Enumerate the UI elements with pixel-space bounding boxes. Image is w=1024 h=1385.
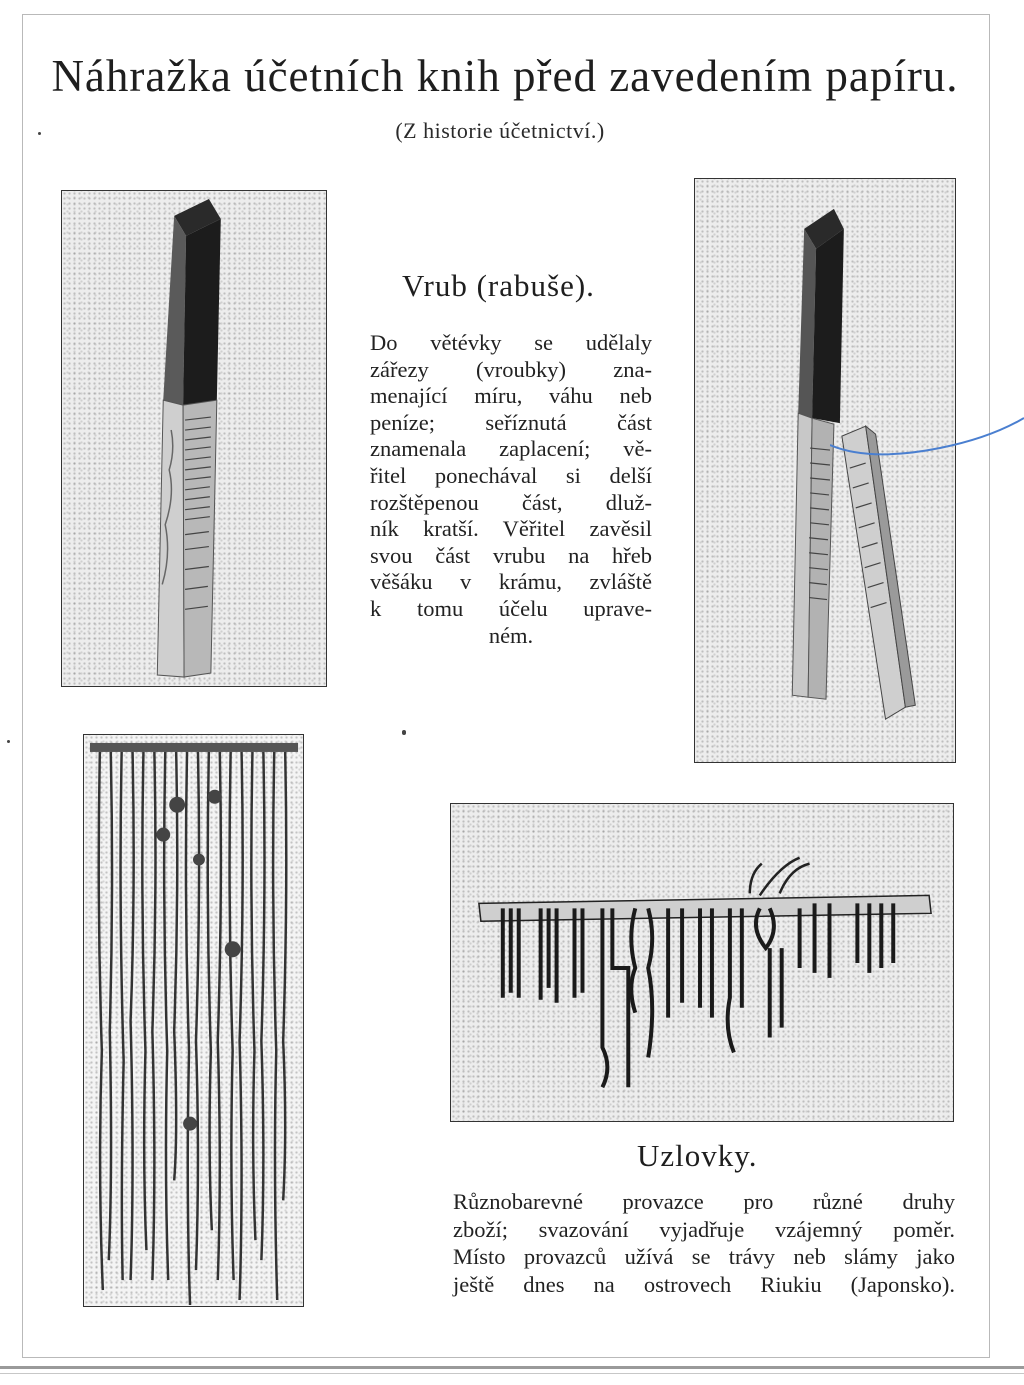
- vrub-line: Do větévky se udělaly: [370, 330, 652, 355]
- uzlovky-line: Místo provazců užívá se trávy neb slámy jako: [453, 1244, 955, 1270]
- tally-stick-photo: [61, 190, 327, 687]
- knotted-cords-illustration: [451, 804, 953, 1121]
- uzlovky-line: Různobarevné provazce pro různé druhy: [453, 1189, 955, 1214]
- vrub-line: rozštěpenou část, dluž-: [370, 489, 652, 515]
- vrub-description: [370, 330, 652, 649]
- split-tally-stick-photo: [694, 178, 956, 763]
- vrub-line: ník kratší. Věřitel zavěsil: [370, 516, 652, 542]
- vrub-line: menající míru, váhu neb: [370, 383, 652, 409]
- vrub-line: věšáku v krámu, zvláště: [370, 569, 652, 595]
- page-subtitle: (Z historie účetnictví.): [395, 118, 605, 143]
- page-title: Náhražka účetních knih před zavedením papíru.: [51, 51, 959, 101]
- vrub-line: řitel ponechával si delší: [370, 462, 652, 488]
- stray-dot: [7, 740, 10, 743]
- bottom-rule-thin: [0, 1373, 1024, 1374]
- stray-dot: [402, 730, 406, 735]
- vrub-line: k tomu účelu uprave-: [370, 595, 652, 621]
- quipu-cords-drawing: [83, 734, 304, 1307]
- vrub-line: svou část vrubu na hřeb: [370, 542, 652, 568]
- vrub-line: zářezy (vroubky) zna-: [370, 356, 652, 382]
- uzlovky-heading: Uzlovky.: [637, 1138, 758, 1173]
- vrub-line: peníze; seříznutá část: [370, 409, 652, 435]
- quipu-illustration: [84, 735, 303, 1306]
- blue-pen-mark: [830, 410, 1024, 470]
- uzlovky-line: zboží; svazování vyjadřuje vzájemný poměr.: [453, 1216, 955, 1242]
- vrub-line: znamenala zaplacení; vě-: [370, 436, 652, 462]
- uzlovky-description: [453, 1188, 955, 1299]
- tally-stick-illustration: [62, 191, 326, 686]
- knotted-cords-on-stick-photo: [450, 803, 954, 1122]
- split-tally-illustration: [695, 179, 955, 762]
- vrub-heading: Vrub (rabuše).: [402, 268, 595, 303]
- vrub-line: ném.: [488, 622, 534, 648]
- uzlovky-line: ještě dnes na ostrovech Riukiu (Japonsko).: [453, 1272, 955, 1298]
- stray-dot: [38, 132, 41, 135]
- bottom-rule: [0, 1366, 1024, 1369]
